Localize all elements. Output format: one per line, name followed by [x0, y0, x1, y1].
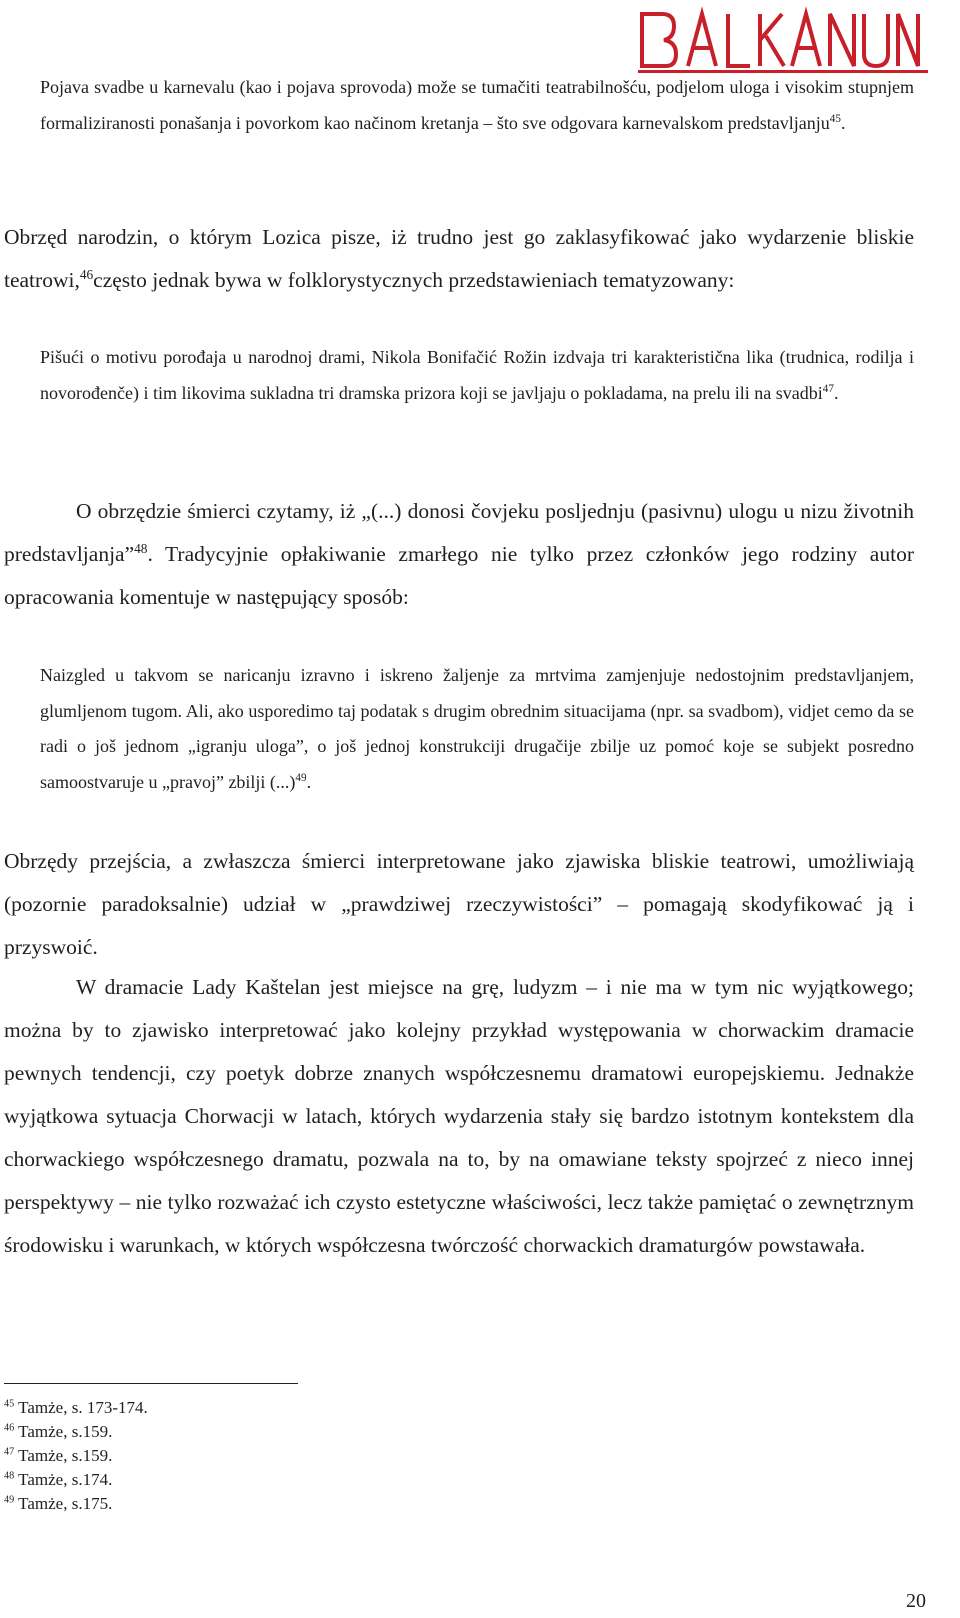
quote-text: Pišući o motivu porođaja u narodnoj drami, Nikola Bonifačić Rožin izdvaja tri karakteristična lika (trudnica, rodilja i novorođenče) i tim likovima sukladna tri dramska prizora koji se javljaju o pokladama, na prelu ili na svadbi [40, 347, 914, 403]
quote-tail: . [306, 771, 312, 792]
paragraph-1 [4, 216, 914, 302]
paragraph-2 [4, 490, 914, 619]
footnote-ref-49[interactable]: 49 [295, 771, 307, 784]
quote-tail: . [840, 112, 846, 133]
quote-text: Pojava svadbe u karnevalu (kao i pojava sprovoda) može se tumačiti teatrabilnošću, podjelom uloga i visokim stupnjem formaliziranosti ponašanja i povorkom kao načinom kretanja – što sve odgovara karnevalskom predstavljanju [40, 77, 914, 133]
quote-block-1 [40, 70, 914, 141]
footnote-text: Tamże, s.174. [18, 1470, 113, 1489]
footnote-item [4, 1396, 504, 1420]
footnote-item [4, 1468, 504, 1492]
footnote-text: Tamże, s.159. [18, 1446, 113, 1465]
footnote-number: 49 [4, 1494, 15, 1506]
quote-block-2 [40, 340, 914, 411]
paragraph-3: Obrzędy przejścia, a zwłaszcza śmierci interpretowane jako zjawiska bliskie teatrowi, umożliwiają (pozornie paradoksalnie) udział w „prawdziwej rzeczywistości” – pomagają skodyfikować ją i przyswoić. [4, 849, 914, 959]
footnote-number: 45 [4, 1398, 15, 1410]
footnote-text: Tamże, s. 173-174. [18, 1398, 148, 1417]
footnote-text: Tamże, s.175. [18, 1494, 113, 1513]
paragraph-text: często jednak bywa w folklorystycznych przedstawieniach tematyzowany: [93, 268, 735, 292]
footnote-number: 48 [4, 1470, 15, 1482]
paragraph-text: . Tradycyjnie opłakiwanie zmarłego nie tylko przez członków jego rodziny autor opracowania komentuje w następujący sposób: [4, 542, 914, 609]
footnote-number: 46 [4, 1422, 15, 1434]
footnote-ref-48[interactable]: 48 [134, 540, 148, 556]
footnote-item [4, 1444, 504, 1468]
footnote-separator [4, 1383, 298, 1384]
paragraph-text: Obrzęd narodzin, o którym Lozica pisze, iż trudno jest go zaklasyfikować jako wydarzenie bliskie teatrowi, [4, 225, 914, 292]
footnote-text: Tamże, s.159. [18, 1422, 113, 1441]
footnote-item [4, 1492, 504, 1516]
quote-tail: . [833, 382, 839, 403]
footnote-ref-46[interactable]: 46 [79, 266, 94, 282]
footnote-ref-45[interactable]: 45 [829, 112, 841, 125]
quote-text: Naizgled u takvom se naricanju izravno i iskreno žaljenje za mrtvima zamjenjuje nedostojnim predstavljanjem, glumljenom tugom. Ali, ako usporedimo taj podatak s drugim obrednim situacijama (npr. sa svadbom), vidjet cemo da se radi o još jednom „igranju uloga”, o još jednoj konstrukciji drugačije zbilje uz pomoć koje se subjekt posredno samoostvaruje u „pravoj” zbilji (...) [40, 665, 914, 792]
paragraph-text: O obrzędzie śmierci czytamy, iż „(...) donosi čovjeku posljednju (pasivnu) ulogu u nizu životnih predstavljanja” [4, 499, 914, 566]
footnote-ref-47[interactable]: 47 [822, 382, 834, 395]
quote-block-3 [40, 658, 914, 800]
footnotes [4, 1396, 504, 1516]
paragraph-4: W dramacie Lady Kaštelan jest miejsce na grę, ludyzm – i nie ma w tym nic wyjątkowego; można by to zjawisko interpretować jako kolejny przykład występowania w chorwackim dramacie pewnych tendencji, czy poetyk dobrze znanych współczesnemu dramatowi europejskiemu. Jednakże wyjątkowa sytuacja Chorwacji w latach, których wydarzenia stały się bardzo istotnym kontekstem dla chorwackiego współczesnego dramatu, pozwala na to, by na omawiane teksty spojrzeć z nieco innej perspektywy – nie tylko rozważać ich czysto estetyczne właściwości, lecz także pamiętać o zewnętrznym środowisku i warunkach, w których współczesna twórczość chorwackich dramaturgów powstawała. [4, 975, 914, 1257]
balkan-united-logo [632, 4, 932, 76]
footnote-number: 47 [4, 1446, 15, 1458]
logo-graphic [632, 4, 932, 76]
page-number: 20 [906, 1590, 926, 1612]
footnote-item [4, 1420, 504, 1444]
